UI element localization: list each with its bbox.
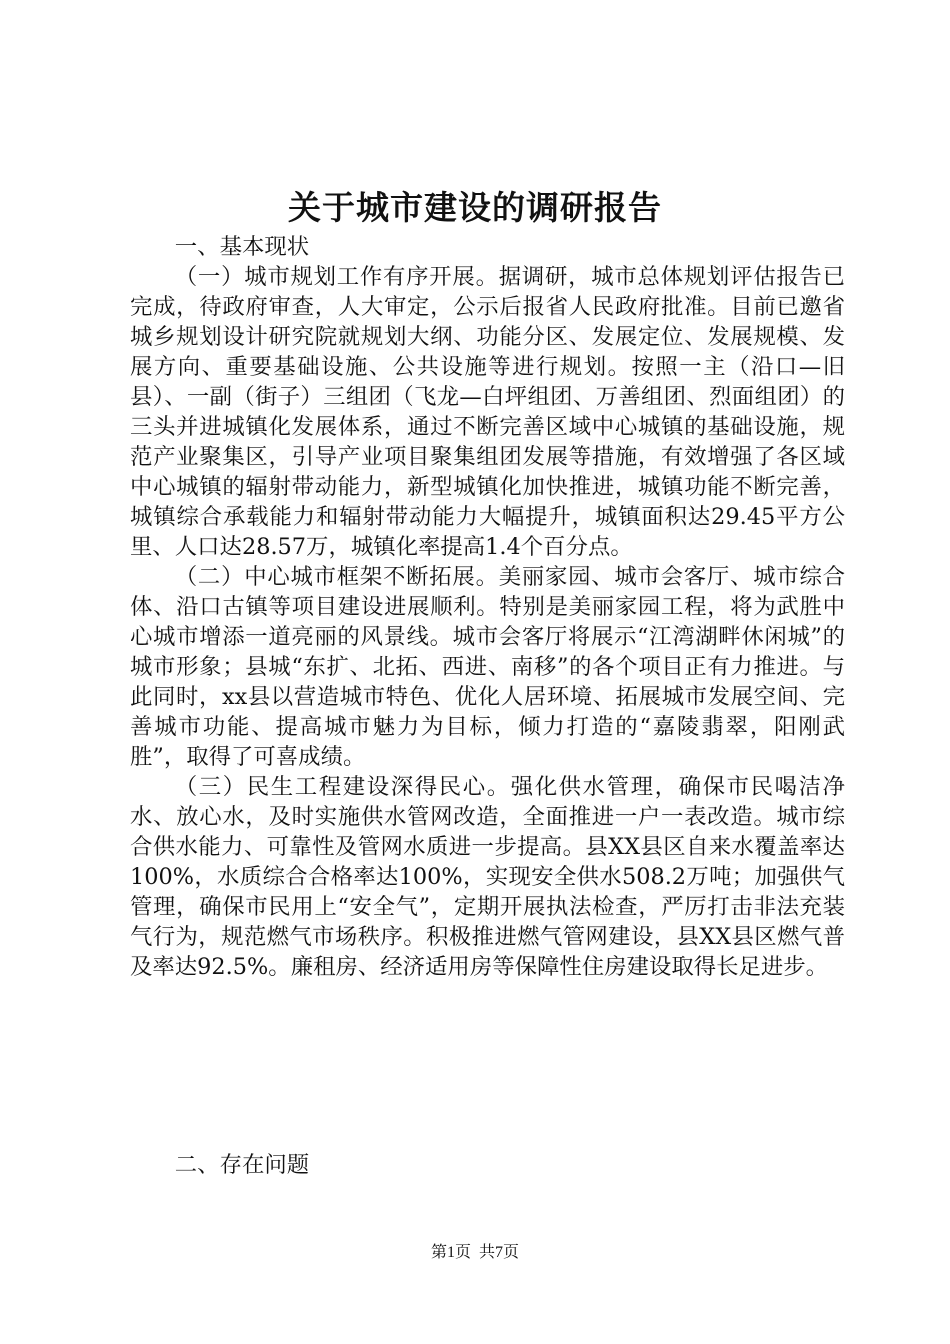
document-body [130,232,845,982]
page-number: 第1页 [430,1244,471,1261]
page-title: 关于城市建设的调研报告 [288,188,662,227]
page-footer [0,1242,950,1264]
paragraph-3: （三）民生工程建设深得民心。强化供水管理，确保市民喝洁净水、放心水，及时实施供水管网改造，全面推进一户一表改造。城市综合供水能力、可靠性及管网水质进一步提高。县XX县区自来水覆盖率达100%，水质综合合格率达100%，实现安全供水508.2万吨；加强供气管理，确保市民用上“安全气”，定期开展执法检查，严厉打击非法充装气行为，规范燃气市场秩序。积极推进燃气管网建设，县XX县区燃气普及率达92.5%。廉租房、经济适用房等保障性住房建设取得长足进步。 [130,774,845,980]
paragraph-2: （二）中心城市框架不断拓展。美丽家园、城市会客厅、城市综合体、沿口古镇等项目建设进展顺利。特别是美丽家园工程，将为武胜中心城市增添一道亮丽的风景线。城市会客厅将展示“江湾湖畔休闲城”的城市形象；县城“东扩、北拓、西进、南移”的各个项目正有力推进。与此同时，xx县以营造城市特色、优化人居环境、拓展城市发展空间、完善城市功能、提高城市魅力为目标，倾力打造的“嘉陵翡翠，阳刚武胜”，取得了可喜成绩。 [130,564,845,770]
page-total: 共7页 [479,1244,520,1261]
paragraph-1: （一）城市规划工作有序开展。据调研，城市总体规划评估报告已完成，待政府审查，人大审定，公示后报省人民政府批准。目前已邀省城乡规划设计研究院就规划大纲、功能分区、发展定位、发展规模、发展方向、重要基础设施、公共设施等进行规划。按照一主（沿口—旧县）、一副（街子）三组团（飞龙—白坪组团、万善组团、烈面组团）的三头并进城镇化发展体系，通过不断完善区域中心城镇的基础设施，规范产业聚集区，引导产业项目聚集组团发展等措施，有效增强了各区域中心城镇的辐射带动能力，新型城镇化加快推进，城镇功能不断完善，城镇综合承载能力和辐射带动能力大幅提升，城镇面积达29.45平方公里、人口达28.57万，城镇化率提高1.4个百分点。 [130,264,845,560]
section-heading-1: 一、基本现状 [174,234,310,260]
section-heading-2: 二、存在问题 [174,1152,310,1178]
